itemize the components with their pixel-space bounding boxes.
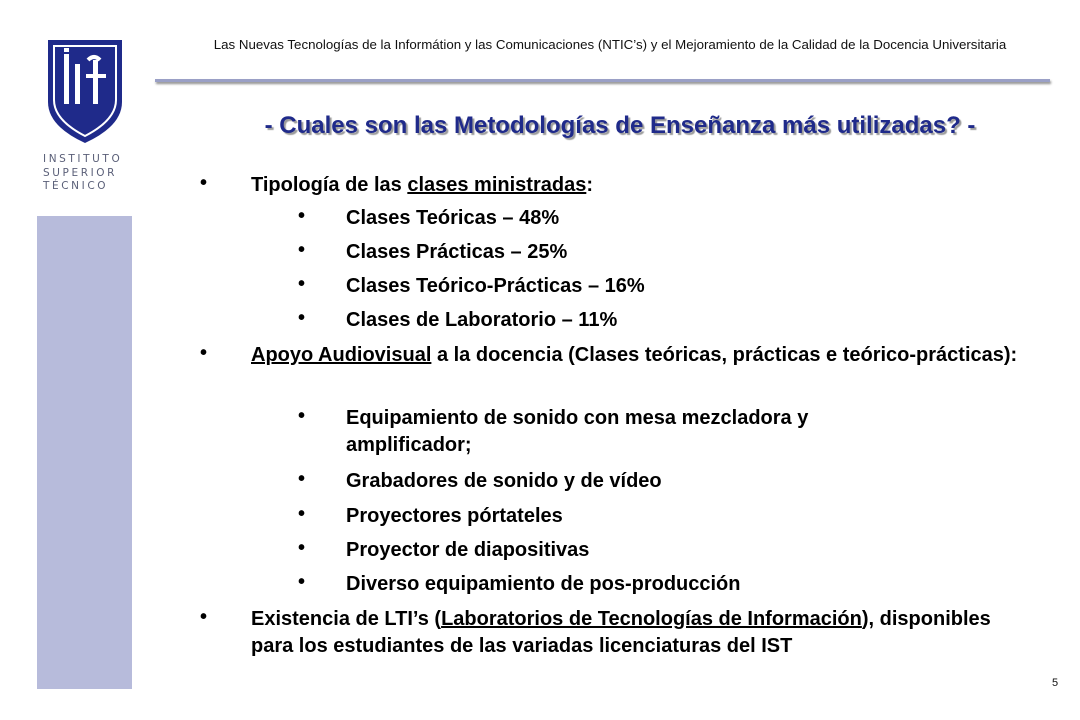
sub-bullet-dot: • (298, 571, 306, 593)
sub-bullet-dot: • (298, 205, 306, 227)
sub-bullet-dot: • (298, 537, 306, 559)
item3-text-pre: Existencia de LTI’s ( (251, 608, 442, 630)
page-number: 5 (1052, 677, 1059, 689)
bullet-dot: • (200, 606, 208, 628)
logo-line-1: INSTITUTO (43, 153, 123, 165)
link-laboratorios-tecnologias[interactable]: Laboratorios de Tecnologías de Información (441, 608, 862, 630)
link-clases-ministradas[interactable]: clases ministradas (407, 174, 587, 196)
sub-bullet-dot: • (298, 503, 306, 525)
sub-item: Equipamiento de sonido con mesa mezcladora y amplificador; (346, 407, 809, 456)
sub-bullet-dot: • (298, 307, 306, 329)
sub-item: Clases Teóricas – 48% (346, 207, 560, 229)
link-apoyo-audiovisual[interactable]: Apoyo Audiovisual (251, 344, 432, 366)
sub-bullet-dot: • (298, 273, 306, 295)
item-ltis (251, 606, 1011, 660)
logo-line-2: SUPERIOR (43, 166, 118, 179)
sub-bullet-dot: • (298, 239, 306, 261)
item-audiovisual (251, 342, 1041, 369)
bullet-dot: • (200, 172, 208, 194)
slide-header: Las Nuevas Tecnologías de la Informátion y las Comunicaciones (NTIC’s) y el Mejoramiento de la Calidad de la Docencia Universitaria (213, 37, 1007, 52)
sub-bullet-dot: • (298, 468, 306, 490)
bullet-dot: • (200, 342, 208, 364)
sub-item: Proyector de diapositivas (346, 539, 590, 561)
sub-item: Clases Teórico-Prácticas – 16% (346, 275, 645, 297)
item-classes-types (251, 172, 1041, 199)
logo-line-3: TÉCNICO (43, 180, 109, 192)
sub-item: Clases Prácticas – 25% (346, 241, 568, 263)
item1-text-post: : (586, 174, 593, 196)
slide-title: - Cuales son las Metodologías de Enseñanza más utilizadas? - (264, 112, 976, 139)
item3-text-post: ), disponibles para los estudiantes de las variadas licenciaturas del IST (251, 608, 991, 657)
sub-bullet-dot: • (298, 405, 306, 427)
sub-item: Proyectores pórtateles (346, 505, 563, 527)
sub-item: Diverso equipamiento de pos-producción (346, 573, 741, 595)
item2-text-post: a la docencia (Clases teóricas, prácticas e teórico-prácticas): (431, 344, 1018, 366)
sub-item: Grabadores de sonido y de vídeo (346, 470, 662, 492)
item1-text-pre: Tipología de las (251, 174, 408, 196)
sub-item: Clases de Laboratorio – 11% (346, 309, 618, 331)
